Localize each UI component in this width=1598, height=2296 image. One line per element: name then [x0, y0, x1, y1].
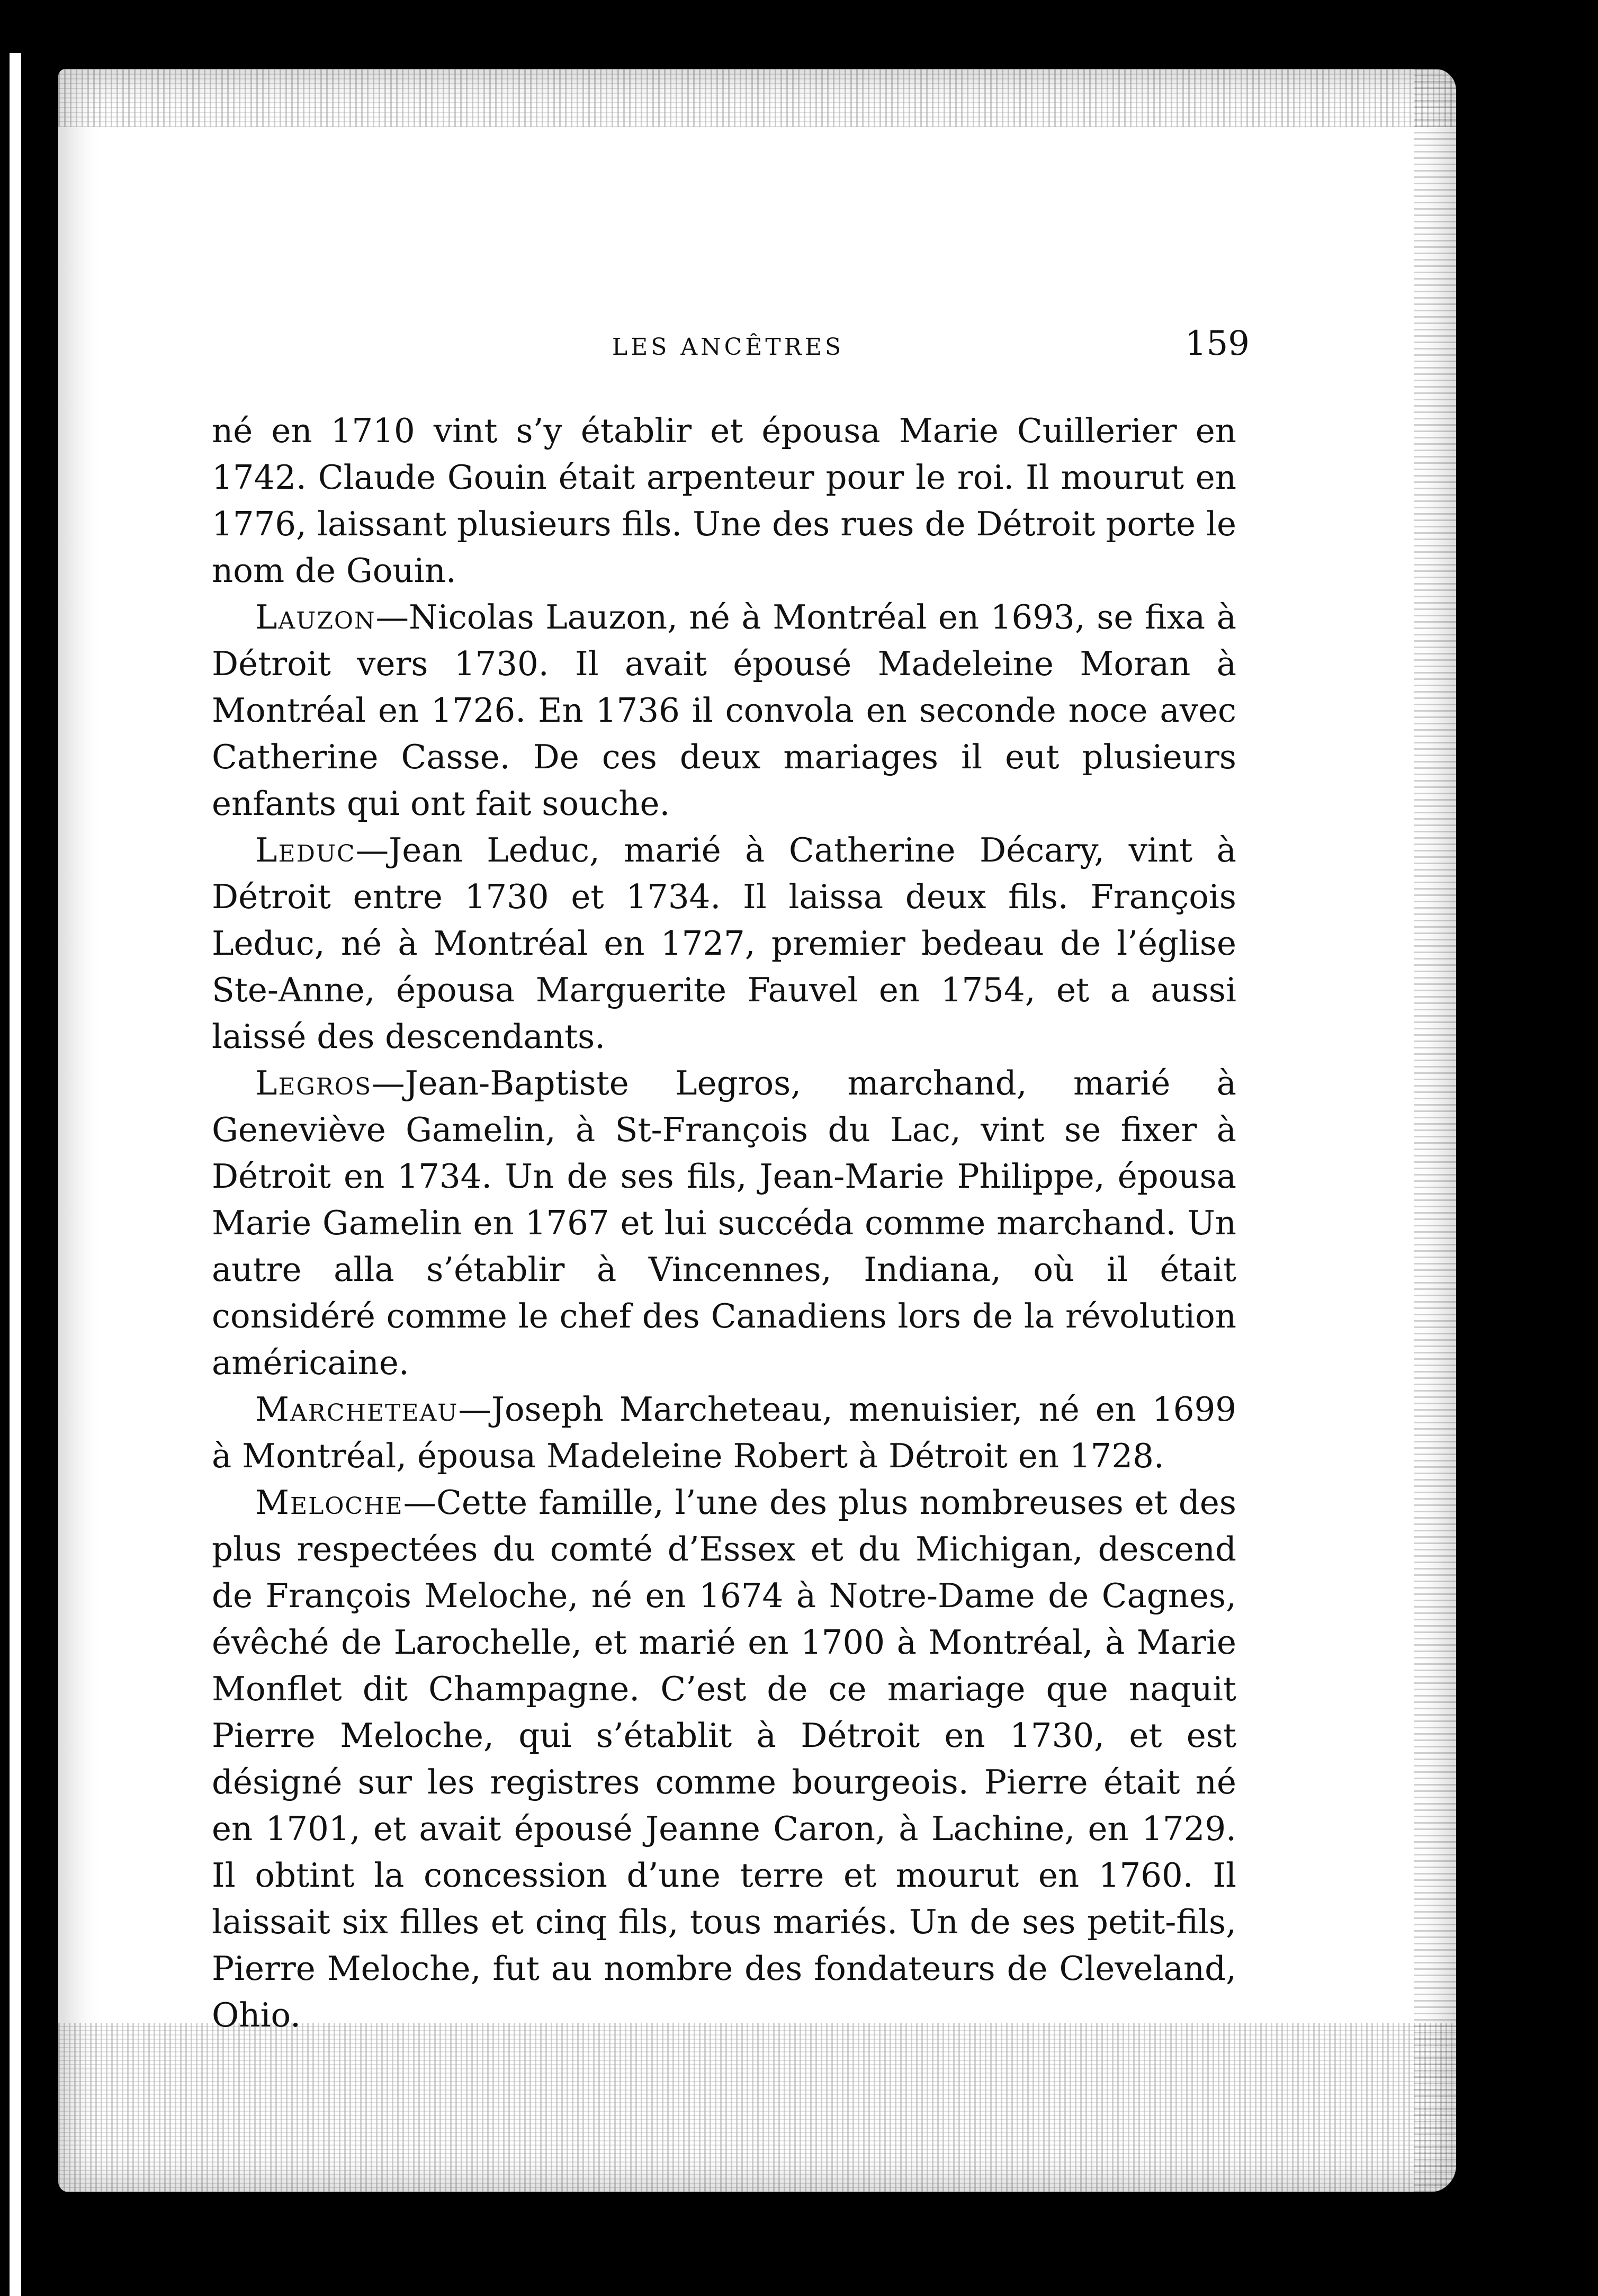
surname-heading: Lauzon — [255, 598, 376, 636]
paragraph-text: —Joseph Marcheteau, menuisier, né en 1699 à Montréal, épousa Madeleine Robert à Détroit en 1728. — [212, 1390, 1236, 1475]
paragraph-gouin-continued — [212, 408, 1236, 594]
paragraph-meloche — [212, 1479, 1236, 2039]
surname-heading: Marcheteau — [255, 1390, 459, 1429]
paragraph-legros — [212, 1060, 1236, 1386]
paragraph-text: —Nicolas Lauzon, né à Montréal en 1693, se fixa à Détroit vers 1730. Il avait épousé Madeleine Moran à Montréal en 1726. En 1736 il convola en seconde noce avec Catherine Casse. De ces deux mariages il eut plusieurs enfants qui ont fait souche. — [212, 598, 1236, 823]
paragraph-text: né en 1710 vint s’y établir et épousa Marie Cuillerier en 1742. Claude Gouin était arpenteur pour le roi. Il mourut en 1776, laissant plusieurs fils. Une des rues de Détroit porte le nom de Gouin. — [212, 411, 1236, 590]
paragraph-lauzon — [212, 594, 1236, 827]
page-header — [207, 324, 1250, 375]
scan-noise-top — [58, 69, 1456, 127]
paragraph-text: —Jean Leduc, marié à Catherine Décary, vint à Détroit entre 1730 et 1734. Il laissa deux fils. François Leduc, né à Montréal en 1727, premier bedeau de l’église Ste-Anne, épousa Marguerite Fauvel en 1754, et a aussi laissé des descendants. — [212, 831, 1236, 1056]
surname-heading: Legros — [255, 1064, 372, 1102]
paragraph-leduc — [212, 827, 1236, 1060]
scan-edge — [10, 53, 21, 2296]
body-text — [212, 408, 1236, 2039]
paragraph-marcheteau — [212, 1386, 1236, 1479]
running-head: LES ANCÊTRES — [612, 334, 845, 361]
surname-heading: Leduc — [255, 831, 356, 869]
paragraph-text: —Jean-Baptiste Legros, marchand, marié à Geneviève Gamelin, à St-François du Lac, vint se fixer à Détroit en 1734. Un de ses fils, Jean-Marie Philippe, épousa Marie Gamelin en 1767 et lui succéda comme marchand. Un autre alla s’établir à Vincennes, Indiana, où il était considéré comme le chef des Canadiens lors de la révolution américaine. — [212, 1064, 1236, 1382]
scan-noise-right — [1414, 69, 1456, 2192]
scan-noise-bottom — [58, 2023, 1456, 2192]
paragraph-text: —Cette famille, l’une des plus nombreuses et des plus respectées du comté d’Essex et du Michigan, descend de François Meloche, né en 1674 à Notre-Dame de Cagnes, évêché de Larochelle, et marié en 1700 à Montréal, à Marie Monflet dit Champagne. C’est de ce mariage que naquit Pierre Meloche, qui s’établit à Détroit en 1730, et est désigné sur les registres comme bourgeois. Pierre était né en 1701, et avait épousé Jeanne Caron, à Lachine, en 1729. Il obtint la concession d’une terre et mourut en 1760. Il laissait six filles et cinq fils, tous mariés. Un de ses petit-fils, Pierre Meloche, fut au nombre des fondateurs de Cleveland, Ohio. — [212, 1483, 1236, 2034]
surname-heading: Meloche — [255, 1483, 403, 1522]
page-number: 159 — [1184, 324, 1250, 363]
